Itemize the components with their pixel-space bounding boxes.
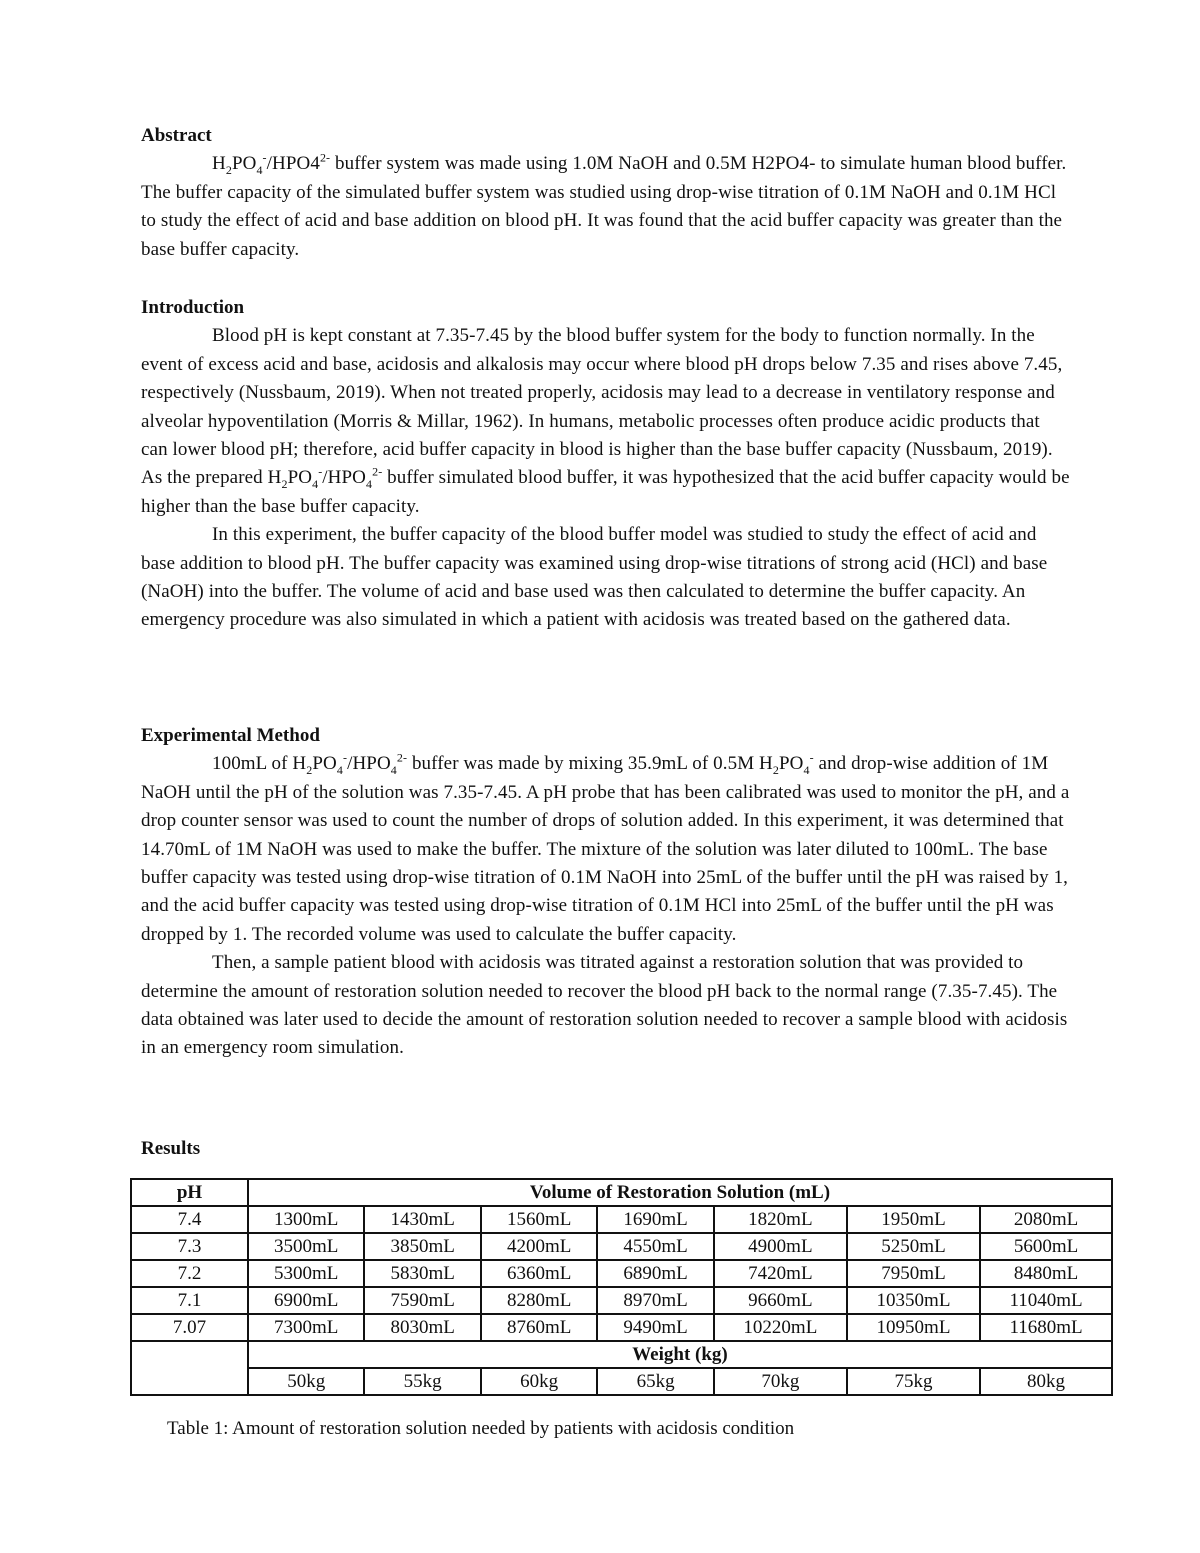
- volume-cell: 5600mL: [980, 1233, 1112, 1260]
- weight-values-row: [131, 1368, 1112, 1395]
- volume-cell: 10950mL: [847, 1314, 980, 1341]
- table-row: [131, 1314, 1112, 1341]
- introduction-heading: Introduction: [141, 297, 245, 318]
- volume-cell: 5300mL: [248, 1260, 364, 1287]
- volume-cell: 6360mL: [481, 1260, 597, 1287]
- weight-header-row: [131, 1341, 1112, 1368]
- volume-cell: 1430mL: [364, 1206, 480, 1233]
- ph-cell: 7.1: [131, 1287, 248, 1314]
- volume-cell: 5830mL: [364, 1260, 480, 1287]
- volume-cell: 9660mL: [714, 1287, 847, 1314]
- introduction-section: [141, 294, 1071, 635]
- volume-cell: 6890mL: [597, 1260, 713, 1287]
- results-table: [130, 1178, 1113, 1396]
- volume-cell: 1300mL: [248, 1206, 364, 1233]
- volume-cell: 4200mL: [481, 1233, 597, 1260]
- volume-cell: 7300mL: [248, 1314, 364, 1341]
- volume-cell: 6900mL: [248, 1287, 364, 1314]
- volume-cell: 11680mL: [980, 1314, 1112, 1341]
- weight-cell: 55kg: [364, 1368, 480, 1395]
- ph-cell: 7.2: [131, 1260, 248, 1287]
- volume-cell: 10220mL: [714, 1314, 847, 1341]
- volume-header: Volume of Restoration Solution (mL): [248, 1179, 1112, 1206]
- volume-cell: 4900mL: [714, 1233, 847, 1260]
- abstract-section: [141, 122, 1071, 264]
- volume-cell: 7590mL: [364, 1287, 480, 1314]
- table-row: [131, 1260, 1112, 1287]
- volume-cell: 8760mL: [481, 1314, 597, 1341]
- weight-header: Weight (kg): [248, 1341, 1112, 1368]
- weight-cell: 60kg: [481, 1368, 597, 1395]
- weight-cell: 50kg: [248, 1368, 364, 1395]
- introduction-paragraph-1: Blood pH is kept constant at 7.35-7.45 by the blood buffer system for the body to function normally. In the event of excess acid and base, acidosis and alkalosis may occur where blood pH drops below 7.35 and rises above 7.45, respectively (Nussbaum, 2019). When not treated properly, acidosis may lead to a decrease in ventilatory response and alveolar hypoventilation (Morris & Millar, 1962). In humans, metabolic processes often produce acidic products that can lower blood pH; therefore, acid buffer capacity in blood is higher than the base buffer capacity (Nussbaum, 2019). As the prepared $H_2PO_4^-/HPO_4^{2-}$ buffer simulated blood buffer, it was hypothesized that the acid buffer capacity would be higher than the base buffer capacity.: [141, 325, 1070, 517]
- volume-cell: 7950mL: [847, 1260, 980, 1287]
- volume-cell: 1950mL: [847, 1206, 980, 1233]
- results-heading: Results: [141, 1138, 201, 1159]
- volume-cell: 8280mL: [481, 1287, 597, 1314]
- table-row: [131, 1206, 1112, 1233]
- table-caption: Table 1: Amount of restoration solution needed by patients with acidosis condition: [167, 1418, 795, 1439]
- method-section: [141, 722, 1071, 1063]
- volume-cell: 7420mL: [714, 1260, 847, 1287]
- ph-cell: 7.07: [131, 1314, 248, 1341]
- volume-cell: 5250mL: [847, 1233, 980, 1260]
- volume-cell: 9490mL: [597, 1314, 713, 1341]
- table-header-row: [131, 1179, 1112, 1206]
- volume-cell: 10350mL: [847, 1287, 980, 1314]
- table-row: [131, 1287, 1112, 1314]
- volume-cell: 8480mL: [980, 1260, 1112, 1287]
- abstract-heading: Abstract: [141, 125, 212, 146]
- volume-cell: 8030mL: [364, 1314, 480, 1341]
- volume-cell: 1560mL: [481, 1206, 597, 1233]
- volume-cell: 8970mL: [597, 1287, 713, 1314]
- ph-header: pH: [131, 1179, 248, 1206]
- volume-cell: 11040mL: [980, 1287, 1112, 1314]
- blank-cell: [131, 1341, 248, 1395]
- volume-cell: 3500mL: [248, 1233, 364, 1260]
- weight-cell: 80kg: [980, 1368, 1112, 1395]
- volume-cell: 2080mL: [980, 1206, 1112, 1233]
- volume-cell: 1690mL: [597, 1206, 713, 1233]
- weight-cell: 65kg: [597, 1368, 713, 1395]
- introduction-paragraph-2: In this experiment, the buffer capacity of the blood buffer model was studied to study the effect of acid and base addition to blood pH. The buffer capacity was examined using drop-wise titrations of strong acid (HCl) and base (NaOH) into the buffer. The volume of acid and base used was then calculated to determine the buffer capacity. An emergency procedure was also simulated in which a patient with acidosis was treated based on the gathered data.: [141, 524, 1048, 631]
- weight-cell: 75kg: [847, 1368, 980, 1395]
- weight-cell: 70kg: [714, 1368, 847, 1395]
- volume-cell: 3850mL: [364, 1233, 480, 1260]
- method-paragraph-1: 100mL of $H_2PO_4^-/HPO_4^{2-}$ buffer was made by mixing 35.9mL of 0.5M $H_2PO_4^-$ and drop-wise addition of 1M NaOH until the pH of the solution was 7.35-7.45. A pH probe that has been calibrated was used to monitor the pH, and a drop counter sensor was used to count the number of drops of solution added. In this experiment, it was determined that 14.70mL of 1M NaOH was used to make the buffer. The mixture of the solution was later diluted to 100mL. The base buffer capacity was tested using drop-wise titration of 0.1M NaOH into 25mL of the buffer until the pH was raised by 1, and the acid buffer capacity was tested using drop-wise titration of 0.1M HCl into 25mL of the buffer until the pH was dropped by 1. The recorded volume was used to calculate the buffer capacity.: [141, 751, 1070, 945]
- ph-cell: 7.4: [131, 1206, 248, 1233]
- method-heading: Experimental Method: [141, 725, 320, 746]
- volume-cell: 1820mL: [714, 1206, 847, 1233]
- table-row: [131, 1233, 1112, 1260]
- results-section: [141, 1135, 200, 1163]
- volume-cell: 4550mL: [597, 1233, 713, 1260]
- method-paragraph-2: Then, a sample patient blood with acidosis was titrated against a restoration solution that was provided to determine the amount of restoration solution needed to recover the blood pH back to the normal range (7.35-7.45). The data obtained was later used to decide the amount of restoration solution needed to recover a sample blood with acidosis in an emergency room simulation.: [141, 952, 1068, 1059]
- ph-cell: 7.3: [131, 1233, 248, 1260]
- abstract-paragraph: $H_2PO_4^-/HPO4^{2-}$ buffer system was made using 1.0M NaOH and 0.5M H2PO4- to simulate human blood buffer. The buffer capacity of the simulated buffer system was studied using drop-wise titration of 0.1M NaOH and 0.1M HCl to study the effect of acid and base addition on blood pH. It was found that the acid buffer capacity was greater than the base buffer capacity.: [141, 151, 1067, 260]
